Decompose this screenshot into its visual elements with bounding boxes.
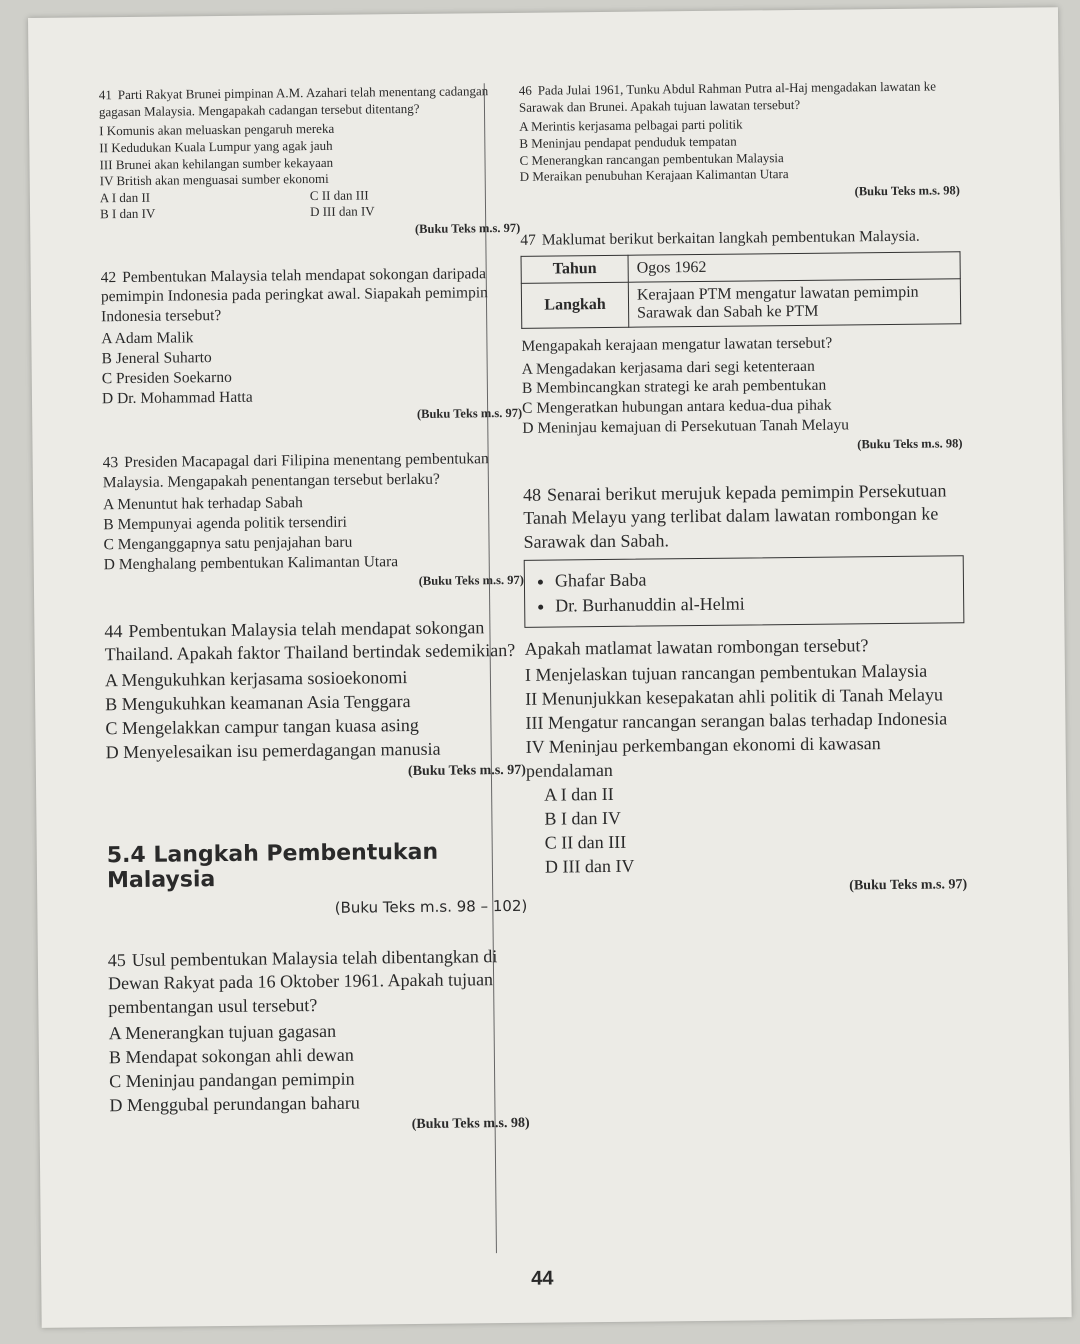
option-b: B I dan IV — [99, 206, 156, 222]
info-table — [521, 251, 962, 329]
section-source: (Buku Teks m.s. 98 – 102) — [334, 896, 528, 917]
question-stem: Maklumat berikut berkaitan langkah pembentukan Malaysia. — [541, 227, 920, 249]
question-stem: Presiden Macapagal dari Filipina menentang pembentukan Malaysia. Mengapakah penentangan tersebut berlaku? — [102, 450, 489, 492]
section-heading: 5.4 Langkah Pembentukan Malaysia — [106, 839, 439, 894]
question-stem: Senarai berikut merujuk kepada pemimpin Persekutuan Tanah Melayu yang terlibat dalam lawatan rombongan ke Sarawak dan Sabah. — [523, 480, 947, 552]
question-45 — [108, 945, 530, 1136]
table-cell: Ogos 1962 — [628, 252, 960, 282]
question-prompt: Apakah matlamat lawatan rombongan tersebut? — [524, 635, 869, 659]
statement-item: III Mengatur rancangan serangan balas terhadap Indonesia — [525, 708, 948, 734]
option-a: A I dan II — [544, 783, 614, 805]
option-b: B Mempunyai agenda politik tersendiri — [103, 513, 348, 534]
option-d: D Menghalang pembentukan Kalimantan Utara — [103, 552, 399, 573]
option-d: D Meraikan penubuhan Kerajaan Kalimantan Utara — [519, 166, 789, 184]
statement-item: I Menjelaskan tujuan rancangan pembentukan Malaysia — [524, 660, 928, 686]
option-d: D Menggubal perundangan baharu — [109, 1092, 360, 1116]
statement-item: II Menunjukkan kesepakatan ahli politik di Tanah Melayu — [525, 684, 944, 710]
question-prompt: Mengapakah kerajaan mengatur lawatan tersebut? — [521, 334, 833, 355]
option-a: A Menerangkan tujuan gagasan — [108, 1021, 337, 1044]
source-reference: (Buku Teks m.s. 98) — [411, 1115, 530, 1132]
table-header: Langkah — [521, 282, 628, 328]
list-item: • Ghafar Baba — [555, 566, 953, 591]
question-number: 43 — [102, 454, 119, 472]
option-c: C Mengeratkan hubungan antara kedua-dua pihak — [522, 396, 832, 418]
list-item: • Dr. Burhanuddin al-Helmi — [555, 591, 953, 616]
question-number: 45 — [107, 950, 126, 971]
page-number: 44 — [531, 1267, 554, 1290]
source-reference: (Buku Teks m.s. 98) — [857, 436, 963, 452]
question-stem: Parti Rakyat Brunei pimpinan A.M. Azahari telah menentang cadangan gagasan Malaysia. Mengapakah cadangan tersebut ditentang? — [98, 83, 489, 119]
answer-options — [526, 779, 967, 879]
question-stem: Usul pembentukan Malaysia telah dibentangkan di Dewan Rakyat pada 16 Oktober 1961. Apakah tujuan pembentangan usul tersebut? — [108, 946, 498, 1018]
source-reference: (Buku Teks m.s. 97) — [849, 877, 968, 894]
statement-item: III Brunei akan kehilangan sumber kekayaan — [99, 154, 334, 172]
question-number: 44 — [104, 620, 123, 641]
option-a: A Adam Malik — [101, 329, 194, 348]
source-reference: (Buku Teks m.s. 97) — [418, 572, 524, 588]
table-header: Tahun — [521, 255, 628, 283]
option-d: D Meninjau kemajuan di Persekutuan Tanah Melayu — [522, 416, 850, 437]
statement-item: I Komunis akan meluaskan pengaruh mereka — [99, 121, 335, 139]
statement-item: IV British akan menguasai sumber ekonomi — [99, 170, 329, 189]
question-43 — [103, 449, 524, 591]
option-a: A Menuntut hak terhadap Sabah — [103, 494, 303, 514]
option-d: D III dan IV — [544, 855, 635, 877]
question-stem: Pembentukan Malaysia telah mendapat sokongan daripada pemimpin Indonesia pada peringkat awal. Siapakah pemimpin Indonesia tersebut? — [100, 265, 488, 326]
option-b: B Meninjau pendapat penduduk tempatan — [519, 133, 737, 151]
option-d: D Dr. Mohammad Hatta — [101, 388, 253, 407]
question-number: 41 — [98, 87, 112, 103]
option-a: A I dan II — [99, 189, 151, 206]
option-d: D Menyelesaikan isu pemerdagangan manusia — [105, 738, 441, 763]
option-d: D III dan IV — [309, 203, 375, 220]
option-b: B I dan IV — [544, 807, 621, 829]
source-reference: (Buku Teks m.s. 97) — [414, 220, 521, 236]
option-c: C II dan III — [309, 187, 369, 203]
option-c: C Presiden Soekarno — [101, 368, 232, 388]
textbook-page — [28, 7, 1072, 1328]
source-reference: (Buku Teks m.s. 97) — [416, 406, 523, 422]
question-41 — [99, 83, 521, 240]
statement-item: II Kedudukan Kuala Lumpur yang agak jauh — [99, 137, 333, 156]
question-number: 42 — [100, 269, 117, 287]
option-b: B Membincangkan strategi ke arah pembentukan — [521, 376, 827, 398]
option-a: A Merintis kerjasama pelbagai parti politik — [519, 116, 743, 135]
source-reference: (Buku Teks m.s. 97) — [407, 762, 526, 780]
statement-item: IV Meninjau perkembangan ekonomi di kawasan pendalaman — [525, 733, 881, 781]
question-number: 47 — [520, 231, 536, 249]
table-cell: Kerajaan PTM mengatur lawatan pemimpin Sarawak dan Sabah ke PTM — [628, 279, 960, 327]
option-c: C Menerangkan rancangan pembentukan Malaysia — [519, 149, 784, 168]
option-c: C II dan III — [544, 831, 627, 853]
option-c: C Meninjau pandangan pemimpin — [109, 1068, 355, 1092]
option-b: B Jeneral Suharto — [101, 349, 212, 368]
question-number: 48 — [522, 484, 542, 505]
option-b: B Mendapat sokongan ahli dewan — [108, 1044, 354, 1068]
question-stem: Pembentukan Malaysia telah mendapat sokongan Thailand. Apakah faktor Thailand bertindak sedemikian? — [104, 616, 516, 665]
source-reference: (Buku Teks m.s. 98) — [854, 183, 960, 199]
question-46 — [519, 78, 960, 202]
right-column — [519, 78, 968, 925]
option-c: C Menganggapnya satu penjajahan baru — [103, 533, 353, 554]
table-row — [521, 279, 960, 329]
question-44 — [104, 615, 526, 783]
question-47 — [520, 226, 962, 456]
option-b: B Mengukuhkan keamanan Asia Tenggara — [105, 691, 411, 715]
option-a: A Mengadakan kerjasama dari segi ketenteraan — [521, 357, 815, 378]
name-list-box — [524, 555, 965, 628]
option-a: A Mengukuhkan kerjasama sosioekonomi — [104, 667, 408, 691]
question-42 — [101, 264, 523, 426]
question-48 — [523, 479, 967, 898]
question-stem: Pada Julai 1961, Tunku Abdul Rahman Putra al-Haj mengadakan lawatan ke Sarawak dan Brunei. Apakah tujuan lawatan tersebut? — [518, 78, 937, 115]
question-number: 46 — [518, 82, 532, 98]
answer-options — [100, 186, 520, 224]
option-c: C Mengelakkan campur tangan kuasa asing — [105, 715, 419, 739]
left-column — [99, 83, 530, 1164]
